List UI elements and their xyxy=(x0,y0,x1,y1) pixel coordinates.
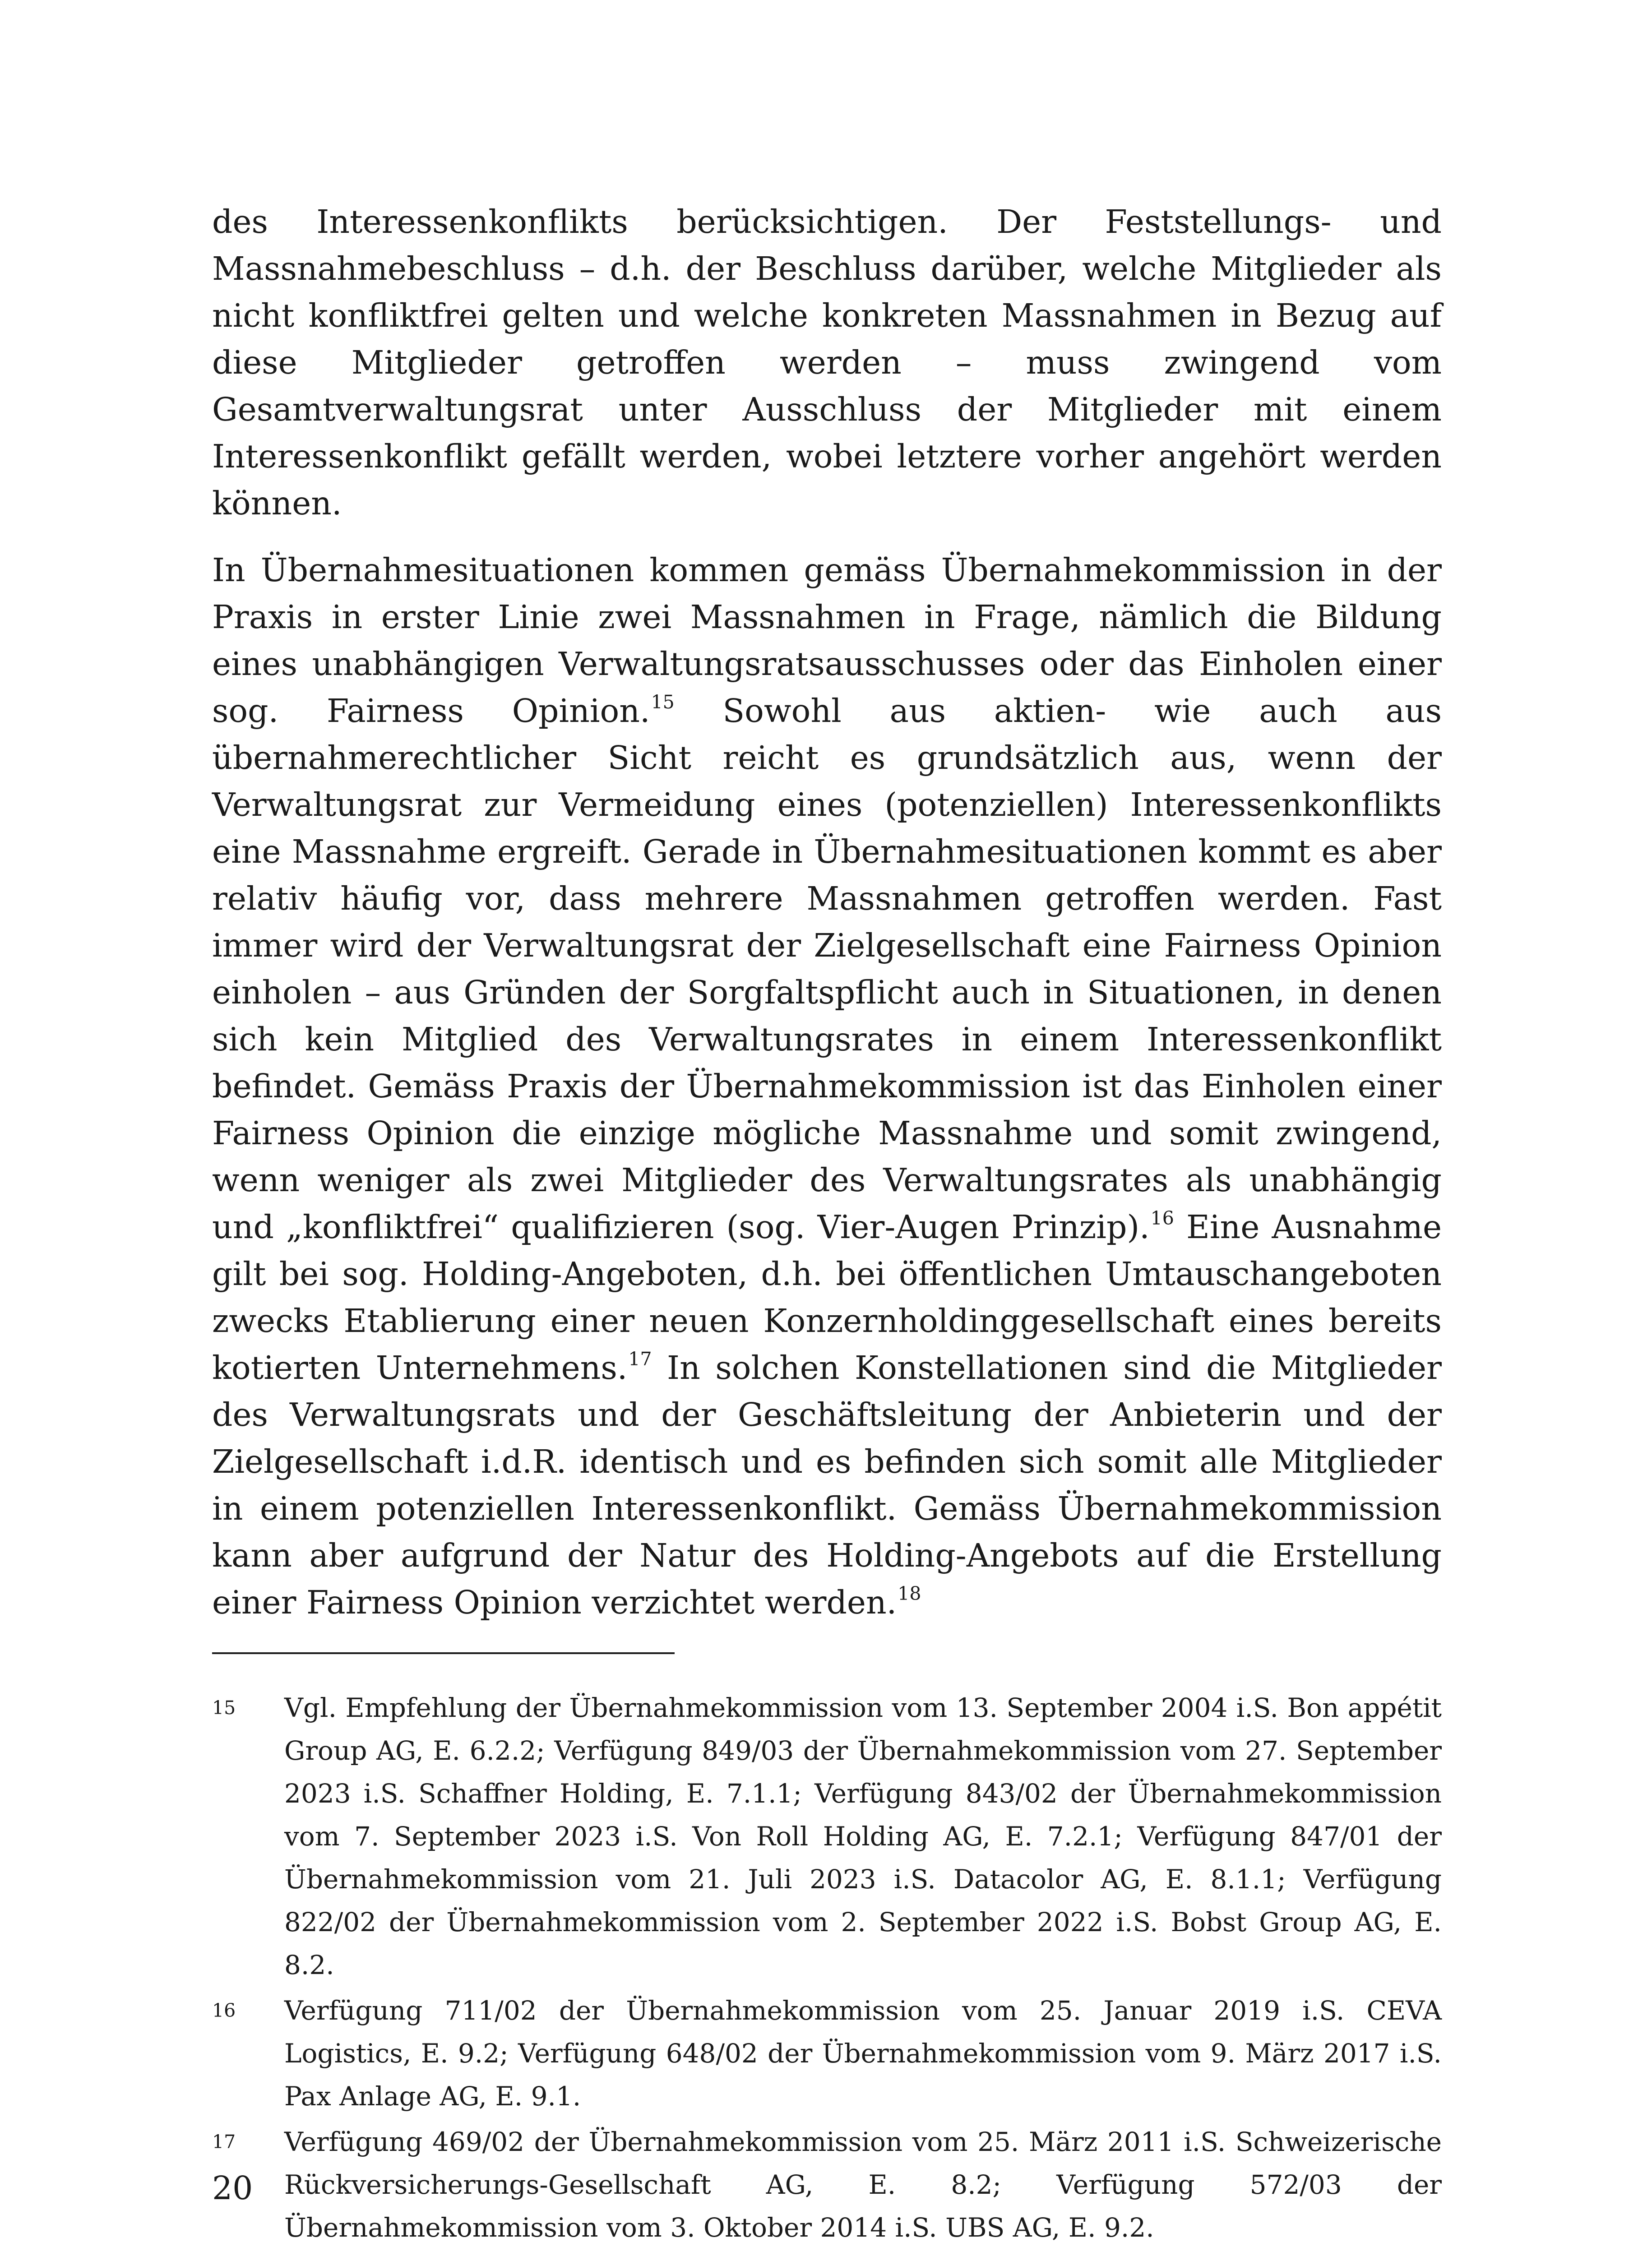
footnote-18 xyxy=(212,2252,1442,2256)
document-page xyxy=(212,199,1442,2256)
paragraph-1-text: des Interessenkonflikts berücksichtigen. Der Feststellungs- und Massnahmebeschluss – d.h. der Beschluss darüber, welche Mitglieder als nicht konfliktfrei gelten und welche konkreten Massnahmen in Bezug auf diese Mitglieder getroffen werden – muss zwingend vom Gesamtverwaltungsrat unter Ausschluss der Mitglieder mit einem Interessenkonflikt gefällt werden, wobei letztere vorher angehört werden können. xyxy=(212,203,1442,522)
paragraph-2-text-b: Sowohl aus aktien- wie auch aus übernahmerechtlicher Sicht reicht es grundsätzlich aus, wenn der Verwaltungsrat zur Vermeidung eines (potenziellen) Interessenkonflikts eine Massnahme ergreift. Gerade in Übernahmesituationen kommt es aber relativ häufig vor, dass mehrere Massnahmen getroffen werden. Fast immer wird der Verwaltungsrat der Zielgesellschaft eine Fairness Opinion einholen – aus Gründen der Sorgfaltspflicht auch in Situationen, in denen sich kein Mitglied des Verwaltungsrates in einem Interessenkonflikt befindet. Gemäss Praxis der Übernahmekommission ist das Einholen einer Fairness Opinion die einzige mögliche Massnahme und somit zwingend, wenn weniger als zwei Mitglieder des Verwaltungsrates als unabhängig und „konfliktfrei“ qualifizieren (sog. Vier-Augen Prinzip). xyxy=(212,692,1442,1246)
footnote-text: Verfügung 469/02 der Übernahmekommission vom 25. März 2011 i.S. Schweizerische Rückversicherungs-Gesellschaft AG, E. 8.2; Verfügung 572/03 der Übernahmekommission vom 3. Oktober 2014 i.S. UBS AG, E. 9.2. xyxy=(284,2127,1442,2243)
paragraph-2-text-d: In solchen Konstellationen sind die Mitglieder des Verwaltungsrats und der Geschäftsleitung der Anbieterin und der Zielgesellschaft i.d.R. identisch und es befinden sich somit alle Mitglieder in einem potenziellen Interessenkonflikt. Gemäss Übernahmekommission kann aber aufgrund der Natur des Holding-Angebots auf die Erstellung einer Fairness Opinion verzichtet werden. xyxy=(212,1349,1442,1621)
footnote-15 xyxy=(212,1687,1442,1987)
footnote-text: Vgl. Empfehlung der Übernahmekommission vom 13. September 2004 i.S. Bon appétit Group AG, E. 6.2.2; Verfügung 849/03 der Übernahmekommission vom 27. September 2023 i.S. Schaffner Holding, E. 7.1.1; Verfügung 843/02 der Übernahmekommission vom 7. September 2023 i.S. Von Roll Holding AG, E. 7.2.1; Verfügung 847/01 der Übernahmekommission vom 21. Juli 2023 i.S. Datacolor AG, E. 8.1.1; Verfügung 822/02 der Übernahmekommission vom 2. September 2022 i.S. Bobst Group AG, E. 8.2. xyxy=(284,1692,1442,1980)
footnote-ref-15[interactable]: 15 xyxy=(651,691,675,713)
footnote-16 xyxy=(212,1989,1442,2118)
page-number: 20 xyxy=(212,2169,253,2207)
paragraph-1 xyxy=(212,199,1442,527)
footnote-separator xyxy=(212,1652,675,1654)
footnote-number xyxy=(212,2252,284,2256)
paragraph-2 xyxy=(212,547,1442,1626)
footnote-ref-18[interactable]: 18 xyxy=(898,1583,921,1604)
body-text xyxy=(212,199,1442,1626)
footnote-number: 17 xyxy=(212,2131,236,2153)
footnotes xyxy=(212,1687,1442,2256)
footnote-ref-17[interactable]: 17 xyxy=(628,1348,652,1370)
footnote-17 xyxy=(212,2121,1442,2249)
footnote-number: 16 xyxy=(212,2000,236,2021)
footnote-text xyxy=(284,2252,1442,2256)
footnote-text: Verfügung 711/02 der Übernahmekommission vom 25. Januar 2019 i.S. CEVA Logistics, E. 9.2; Verfügung 648/02 der Übernahmekommission vom 9. März 2017 i.S. Pax Anlage AG, E. 9.1. xyxy=(284,1995,1442,2112)
paragraph-2-text-a: In Übernahmesituationen kommen gemäss Übernahmekommission in der Praxis in erster Linie zwei Massnahmen in Frage, nämlich die Bildung eines unabhängigen Verwaltungsratsausschusses oder das Einholen einer sog. Fairness Opinion. xyxy=(212,551,1442,730)
footnote-number: 15 xyxy=(212,1697,236,1719)
paragraph-2-text-c: Eine Ausnahme gilt bei sog. Holding-Angeboten, d.h. bei öffentlichen Umtauschangeboten zwecks Etablierung einer neuen Konzernholdinggesellschaft eines bereits kotierten Unternehmens. xyxy=(212,1208,1442,1387)
footnote-ref-16[interactable]: 16 xyxy=(1150,1207,1174,1229)
